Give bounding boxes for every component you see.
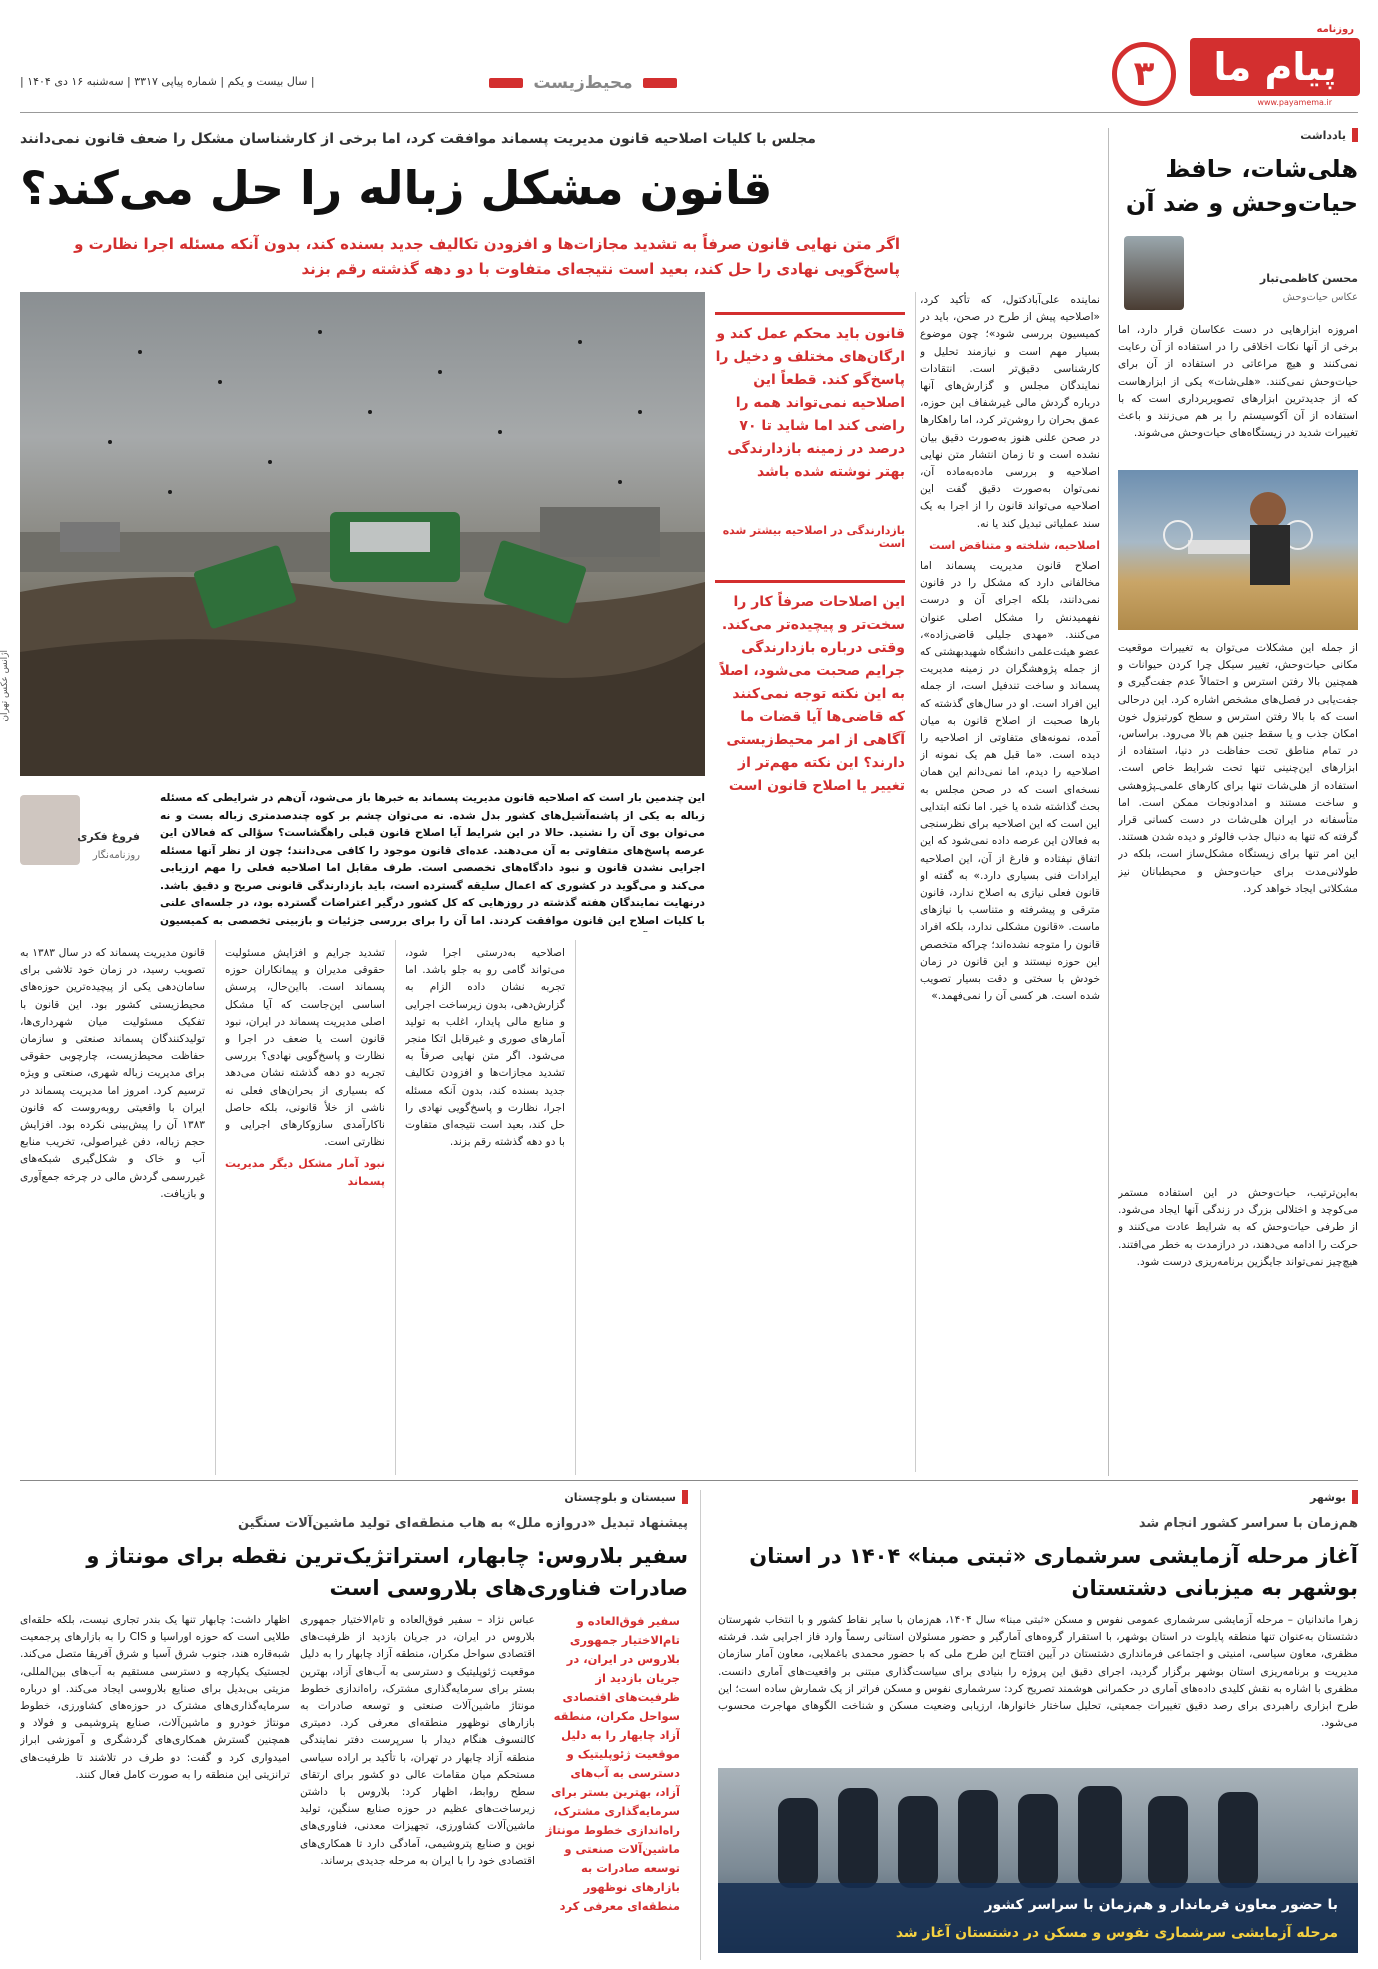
note-body-3: به‌این‌ترتیب، حیات‌وحش در این استفاده مستمر می‌کوچد و اختلالی بزرگ در زندگی آنها ایجاد می‌شود. از طرفی حیات‌وحش که به شرایط عادت می‌کنند و حرکت را ادامه می‌دهند، در درازمدت به خطر می‌افتند. هیچ‌چیز نمی‌تواند جایگزین برنامه‌ریزی درست شود. bbox=[1118, 1187, 1358, 1268]
bushehr-caption-1: با حضور معاون فرماندار و هم‌زمان با سراسر کشور bbox=[984, 1897, 1338, 1913]
logo-small: روزنامه bbox=[1316, 24, 1354, 35]
subhead-sloppy: اصلاحیه، شلخته و متناقض است bbox=[929, 538, 1100, 552]
note-body-1: امروزه ابزارهایی در دست عکاسان قرار دارد، اما برخی از آنها نکات اخلاقی را در استفاده از آن رعایت نمی‌کنند و هیچ مراعاتی در استفاده از آن برای حیات‌وحش نمی‌کنند. «هلی‌شات» یکی از ابزارهاست که از جدیدترین ابزارهای تصویربرداری است که با استفاده از آن آکوسیستم را بر هم می‌زنند و باعث تغییرات شدید در زیستگاه‌های حیات‌وحش می‌شوند. bbox=[1118, 324, 1358, 440]
belarus-quote-column: سفیر فوق‌العاده و تام‌الاختیار جمهوری بلاروس در ایران، در جریان بازدید از ظرفیت‌های اقتصادی سواحل مکران، منطقه آزاد چابهار را به دلیل موقعیت ژئوپلیتیک و دسترسی به آب‌های آزاد، بهترین بستر برای سرمایه‌گذاری مشترک، راه‌اندازی خطوط مونتاژ ماشین‌آلات صنعتی و توسعه صادرات به بازارهای نوظهور منطقه‌ای معرفی کرد bbox=[545, 1614, 680, 1913]
belarus-kicker: پیشنهاد تبدیل «دروازه ملل» به هاب منطقه‌ای تولید ماشین‌آلات سنگین bbox=[237, 1516, 688, 1531]
logo-box bbox=[1190, 38, 1360, 96]
bushehr-label bbox=[1310, 1490, 1358, 1504]
main-kicker: مجلس با کلیات اصلاحیه قانون مدیریت پسماند موافقت کرد، اما برخی از کارشناسان مشکل را ضعف قانون نمی‌دانند bbox=[20, 131, 816, 147]
census-photo-scene bbox=[718, 1768, 1358, 1888]
belarus-col-2: اظهار داشت: چابهار تنها یک بندر تجاری نیست، بلکه حلقه‌ای طلایی است که حوزه اوراسیا و CIS را به بازارهای پرجمعیت شبه‌قاره هند، جنوب شرق آسیا و شرق آفریقا متصل می‌کند. لجستیک یکپارچه و دسترسی مستقیم به آب‌های بین‌المللی، مزیتی بی‌بدیل برای صنایع بلاروسی ایجاد می‌کند. او درباره سرمایه‌گذاری‌های مشترک در حوزه‌های کشاورزی، خطوط مونتاژ خودرو و ماشین‌آلات، صنایع پتروشیمی و فولاد و همچنین گسترش همکاری‌های گردشگری و آموزشی ابراز امیدواری کرد و گفت: دو طرف در تلاشند تا ظرفیت‌های ترانزیتی این منطقه را به صورت کامل فعال کنند. bbox=[20, 1614, 290, 1781]
author-avatar bbox=[20, 795, 80, 865]
issue-info: | سال بیست و یکم | شماره پیاپی ۳۳۱۷ | سه‌شنبه ۱۶ دی ۱۴۰۴ | bbox=[20, 75, 315, 88]
garbage-dump-scene bbox=[20, 292, 705, 776]
page-number: ۳ bbox=[1133, 54, 1155, 94]
main-col-b bbox=[920, 292, 1100, 1472]
pull-quote-2: این اصلاحات صرفاً کار را سخت‌تر و پیچیده‌تر می‌کند. وقتی درباره بازدارندگی جرایم صحبت می‌شود، اصلاً به این نکته توجه نمی‌کنند که قاضی‌ها آیا قضات ما آگاهی از امر محیط‌زیستی دارند؟ این نکته مهم‌تر از تغییر یا اصلاح قانون است bbox=[715, 580, 905, 798]
bushehr-body: زهرا ماندانیان – مرحله آزمایشی سرشماری عمومی نفوس و مسکن «ثبتی مبنا» سال ۱۴۰۴، هم‌زمان با سایر نقاط کشور و با انتخاب شهرستان دشتستان به‌عنوان تنها منطقه پایلوت در استان بوشهر، با استقرار گروه‌های آمارگیر و حضور مسئولان استانی رسماً وارد فاز اجرایی شد. فرشته مظفری، معاون سیاسی، امنیتی و اجتماعی فرمانداری دشتستان در آیین افتتاح این طرح ملی که با حضور محمدی باغملایی، معاون آمار سازمان مدیریت و برنامه‌ریزی استان بوشهر برگزار گردید، اجرای دقیق این پروژه را بنیادی برای سیاست‌گذاری مبتنی بر واقعیت‌های آماری دانست. مظفری با اشاره به نقش کلیدی داده‌های آماری در حکمرانی هوشمند تصریح کرد: سرشماری نفوس و مسکن فراتر از یک شمارش ساده است؛ این طرح ابزاری راهبردی برای رصد دقیق تغییرات جمعیتی، تحلیل ساختار خانوارها، ارزیابی وضعیت مسکن و شناخت الگوهای مهاجرت محسوب می‌شود. bbox=[718, 1614, 1358, 1730]
logo-main: پیام ما bbox=[1213, 45, 1337, 89]
main-col-a bbox=[715, 292, 905, 1472]
divider-v1 bbox=[215, 940, 216, 1475]
note-title: هلی‌شات، حافظ حیات‌وحش و ضد آن bbox=[1125, 155, 1358, 217]
main-col-b-text-1: نماینده علی‌آبادکتول، که تأکید کرد، «اصلاحیه پیش از طرح در صحن، باید در کمیسیون بررسی شود»؛ چون موضوع بسیار مهم است و نیازمند تحلیل و کارشناسی دقیق‌تر است. انتقادات نمایندگان مجلس و گزارش‌های آنها درباره گردش مالی غیرشفاف این حوزه، عمق بحران را روشن‌تر کرد، اما راهکارها در صحن علنی هنوز به‌صورت دقیق بیان نشده است و تا زمان انتشار متن نهایی اصلاحیه و بررسی ماده‌به‌ماده آن، نمی‌توان به‌صورت دقیق گفت این اصلاحیه می‌تواند قانون را از اجرا به یک سند عملیاتی تبدیل کند یا نه. bbox=[920, 294, 1100, 530]
bushehr-headline: آغاز مرحله آزمایشی سرشماری «ثبتی مبنا» ۱۴۰۴ در استان بوشهر به میزبانی دشتستان bbox=[749, 1544, 1358, 1600]
belarus-col-1: عباس نژاد – سفیر فوق‌العاده و تام‌الاختیار جمهوری بلاروس در ایران، در جریان بازدید از ظرفیت‌های اقتصادی سواحل مکران، منطقه آزاد چابهار را به دلیل موقعیت ژئوپلیتیک و دسترسی به آب‌های آزاد، بهترین بستر برای سرمایه‌گذاری مشترک، راه‌اندازی خطوط مونتاژ ماشین‌آلات صنعتی و توسعه صادرات به بازارهای نوظهور منطقه‌ای معرفی کرد. دمیتری کالنسوف هنگام دیدار با سرپرست دفتر نمایندگی منطقه آزاد چابهار در تهران، با تأکید بر اراده سیاسی مستحکم میان مقامات عالی دو کشور برای ارتقای سطح روابط، اظهار کرد: بلاروس با داشتن زیرساخت‌های عظیم در حوزه صنایع سنگین، تولید ماشین‌آلات کشاورزی، تجهیزات معدنی، فناوری‌های نوین و صنایع پتروشیمی، آمادگی دارد تا همکاری‌های اقتصادی خود را با ایران به مرحله جدیدی برساند. bbox=[300, 1614, 535, 1867]
divider-note bbox=[1108, 128, 1109, 1476]
main-photo bbox=[20, 292, 705, 776]
divider-v2 bbox=[395, 940, 396, 1475]
bushehr-photo-overlay bbox=[718, 1883, 1358, 1953]
photo-credit: آژانس عکس تهران bbox=[0, 650, 10, 722]
note-label bbox=[1300, 128, 1358, 142]
note-author-name: محسن کاظمی‌تبار bbox=[1259, 272, 1358, 285]
belarus-mark bbox=[682, 1490, 688, 1504]
belarus-label bbox=[564, 1490, 688, 1504]
section-right-mark bbox=[489, 78, 523, 88]
subhead-stats: نبود آمار مشکل دیگر مدیریت پسماند bbox=[225, 1157, 385, 1188]
note-label-text: یادداشت bbox=[1300, 128, 1346, 142]
note-body-2: از جمله این مشکلات می‌توان به تغییرات موقعیت مکانی حیات‌وحش، تغییر سیکل چرا کردن حیوانات و همچنین بالا رفتن استرس و احتمالاً عدم جفت‌گیری و جفت‌یابی در فصل‌های مشخص اشاره کرد. این درحالی است که با بالا رفتن استرس و سطح کورتیزول خون امکان جذب و یا سقط جنین هم بالا می‌رود. براساس، در تمام مناطق تحت حفاظت در دنیا، استفاده از ابزارهای این‌چنینی تنها تحت شرایط خاص است. استفاده از هلی‌شات تنها برای کارهای علمی‌ـ‌پژوهشی و ساخت مستند و امدادونجات ممکن است. اما متأسفانه در ایران هلی‌شات در دست کسانی قرار گرفته که تنها به دنبال جذب فالوئر و دیده شدن هستند. این امر تنها برای زیستگاه مشکل‌ساز است، بلکه در طولانی‌مدت برای حیات‌وحش و محیطبانان نیز مشکلاتی ایجاد خواهد کرد. bbox=[1118, 642, 1358, 895]
logo-url: www.payamema.ir bbox=[1257, 98, 1332, 107]
bushehr-label-text: بوشهر bbox=[1310, 1490, 1346, 1504]
bottom-divider bbox=[20, 1480, 1358, 1481]
main-lead: اگر متن نهایی قانون صرفاً به تشدید مجازات‌ها و افزودن تکالیف جدید بسنده کند، بدون آنکه مسئله اجرا نظارت و پاسخ‌گویی نهادی را حل کند، بعید است نتیجه‌ای متفاوت با دو دهه گذشته رقم بزند bbox=[74, 235, 900, 278]
main-col-4 bbox=[225, 945, 385, 1465]
subhead-deterrence: بازدارندگی در اصلاحیه بیشتر شده است bbox=[722, 524, 905, 550]
header-divider bbox=[20, 112, 1358, 113]
bushehr-caption-2: مرحله آزمایشی سرشماری نفوس و مسکن در دشتستان آغاز شد bbox=[895, 1925, 1338, 1941]
belarus-headline: سفیر بلاروس: چابهار، استراتژیک‌ترین نقطه برای مونتاژ و صادرات فناوری‌های بلاروسی است bbox=[86, 1544, 688, 1600]
main-intro: این چندمین بار است که اصلاحیه قانون مدیریت پسماند به خبرها باز می‌شود، آن‌هم در شرایطی که مسئله زباله به یکی از پاشنه‌آشیل‌های کشور بدل شده. نه می‌توان چشم بر کوه چندصدمتری زباله بست و نه می‌توان بوی آن را نشنید. حالا در این شرایط آیا اصلاح قانون قبلی راهگشاست؟ سؤالی که فعالان این عرصه پاسخ‌های متفاوتی به آن می‌دهند. عده‌ای قانون موجود را کافی می‌دانند؛ چون از نظر آنها مسئله اجرایی نشدن قانون و نبود دادگاه‌های تخصصی است. طرف مقابل اما اصلاحیه فعلی را مهم ارزیابی می‌کند و می‌گوید در کشوری که اعمال سلیقه گسترده است، باید بازدارندگی قانونی صریح و دقیق باشد. درنهایت نمایندگان هفته گذشته در روزهایی که کل کشور درگیر اعتراضات گسترده بود، در جلسه‌ای علنی با کلیات اصلاح این قانون موافقت کردند. اما آن را برای بررسی جزئیات و بازبینی تخصصی به کمیسیون bbox=[160, 792, 705, 927]
bushehr-photo bbox=[718, 1768, 1358, 1953]
divider-v3 bbox=[575, 940, 576, 1475]
note-author-role: عکاس حیات‌وحش bbox=[1282, 292, 1358, 303]
author-box bbox=[20, 795, 140, 895]
belarus-label-text: سیستان و بلوچستان bbox=[564, 1490, 676, 1504]
main-headline: قانون مشکل زباله را حل می‌کند؟ bbox=[20, 161, 773, 215]
main-cols-container bbox=[715, 292, 1100, 1472]
bushehr-kicker: هم‌زمان با سراسر کشور انجام شد bbox=[1138, 1516, 1358, 1531]
author-name: فروغ فکری bbox=[77, 830, 140, 843]
pull-quote-1: قانون باید محکم عمل کند و ارگان‌های مختلف و دخیل را پاسخ‌گو کند. قطعاً این اصلاحیه نمی‌تواند همه را راضی کند اما شاید تا ۷۰ درصد در زمینه بازدارندگی بهتر نوشته شده باشد bbox=[715, 312, 905, 484]
divider-cols-inner bbox=[915, 292, 916, 1472]
section-title: محیط‌زیست bbox=[533, 73, 633, 93]
main-col-b-text-2: اصلاح قانون مدیریت پسماند اما مخالفانی دارد که مشکل را در قانون نمی‌دانند، بلکه اجرای آن و درست نفهمیدنش را مشکل اصلی عنوان می‌کنند. «مهدی جلیلی قاضی‌زاده»، عضو هیئت‌علمی دانشگاه شهیدبهشتی که از جمله پژوهشگران در زمینه مدیریت پسماند و ساخت تندفیل است، از جمله این افراد است. او در سال‌های گذشته که بارها صحبت از اصلاح قانون به میان آمده، نمونه‌های متفاوتی از اصلاحیه را دیده است. «ما قبل هم یک نمونه از اصلاحیه را دیدم، اما نمی‌دانم این همان نسخه‌ای است که در صحن مجلس به بحث گذاشته شده یا خیر. اما نکته ابتدایی این است که این اصلاحیه برای نظرسنجی به فعالان این عرصه داده نمی‌شود که این اتفاق نپفتاده و فارغ از آن، این اصلاحیه ایرادات فنی بسیاری دارد.» به گفته او قانون فعلی نیازی به اصلاح ندارد، قانون مترقی و پیشرفته و متناسب با نیازهای ماست. «قانون مشکلی ندارد، بلکه افراد قانون را متوجه نشده‌اند؛ چراکه متخصص این حوزه نیستند و این قانون در زمان خودش با سختی و دقت بسیار تصویب شده است. هر کسی آن را نمی‌فهمد.» bbox=[920, 560, 1100, 1003]
main-col-3: قانون مدیریت پسماند که در سال ۱۳۸۳ به تصویب رسید، در زمان خود تلاشی برای سامان‌دهی یکی از پیچیده‌ترین حوزه‌های محیط‌زیستی کشور بود. این قانون با تفکیک مسئولیت میان شهرداری‌ها، تولیدکنندگان پسماند صنعتی و سازمان حفاظت محیط‌زیست، چارچوبی حقوقی برای مدیریت زباله شهری، صنعتی و ویژه ترسیم کرد. امروز اما مدیریت پسماند در ایران با واقعیتی روبه‌روست که قانون ۱۳۸۳ آن را پیش‌بینی نکرده بود. افزایش حجم زباله، دفن غیراصولی، تخریب منابع آب و خاک و شکل‌گیری شبکه‌های غیررسمی گردش مالی در چرخه جمع‌آوری و بازیافت. bbox=[20, 947, 205, 1200]
note-avatar bbox=[1124, 236, 1184, 310]
section-left-mark bbox=[643, 78, 677, 88]
drone-photo bbox=[1118, 470, 1358, 630]
main-col-5: اصلاحیه به‌درستی اجرا شود، می‌تواند گامی رو به جلو باشد. اما تجربه نشان داده الزام به گزارش‌دهی، بدون زیرساخت اجرایی و منابع مالی پایدار، اغلب به تولید آمارهای صوری و غیرقابل اتکا منجر می‌شود. اگر متن نهایی صرفاً به تشدید مجازات‌ها و افزودن تکالیف جدید بسنده کند، بدون آنکه مسئله اجرا، نظارت و پاسخ‌گویی نهادی را حل کند، بعید است نتیجه‌ای متفاوت با دو دهه گذشته رقم بزند. bbox=[405, 947, 565, 1149]
author-role: روزنامه‌نگار bbox=[92, 850, 140, 861]
main-col-4-text: تشدید جرایم و افزایش مسئولیت حقوقی مدیران و پیمانکاران حوزه پسماند است. بااین‌حال، پرسش اساسی این‌جاست که آیا مشکل اصلی مدیریت پسماند در ایران، نبود قانون است یا ضعف در اجرا و نظارت و پاسخ‌گویی نهادی؟ بررسی تجربه دو دهه گذشته نشان می‌دهد که بسیاری از بحران‌های فعلی نه ناشی از خلأ قانونی، بلکه حاصل ناکارآمدی سازوکارهای اجرایی و نظارتی است. bbox=[225, 947, 385, 1149]
bushehr-mark bbox=[1352, 1490, 1358, 1504]
note-author bbox=[1118, 230, 1358, 318]
note-mark bbox=[1352, 128, 1358, 142]
page-number-badge bbox=[1112, 42, 1176, 106]
divider-bottom-mid bbox=[700, 1490, 701, 1960]
drone-illustration bbox=[1118, 470, 1358, 630]
masthead bbox=[1190, 24, 1360, 108]
section-header bbox=[468, 72, 698, 94]
